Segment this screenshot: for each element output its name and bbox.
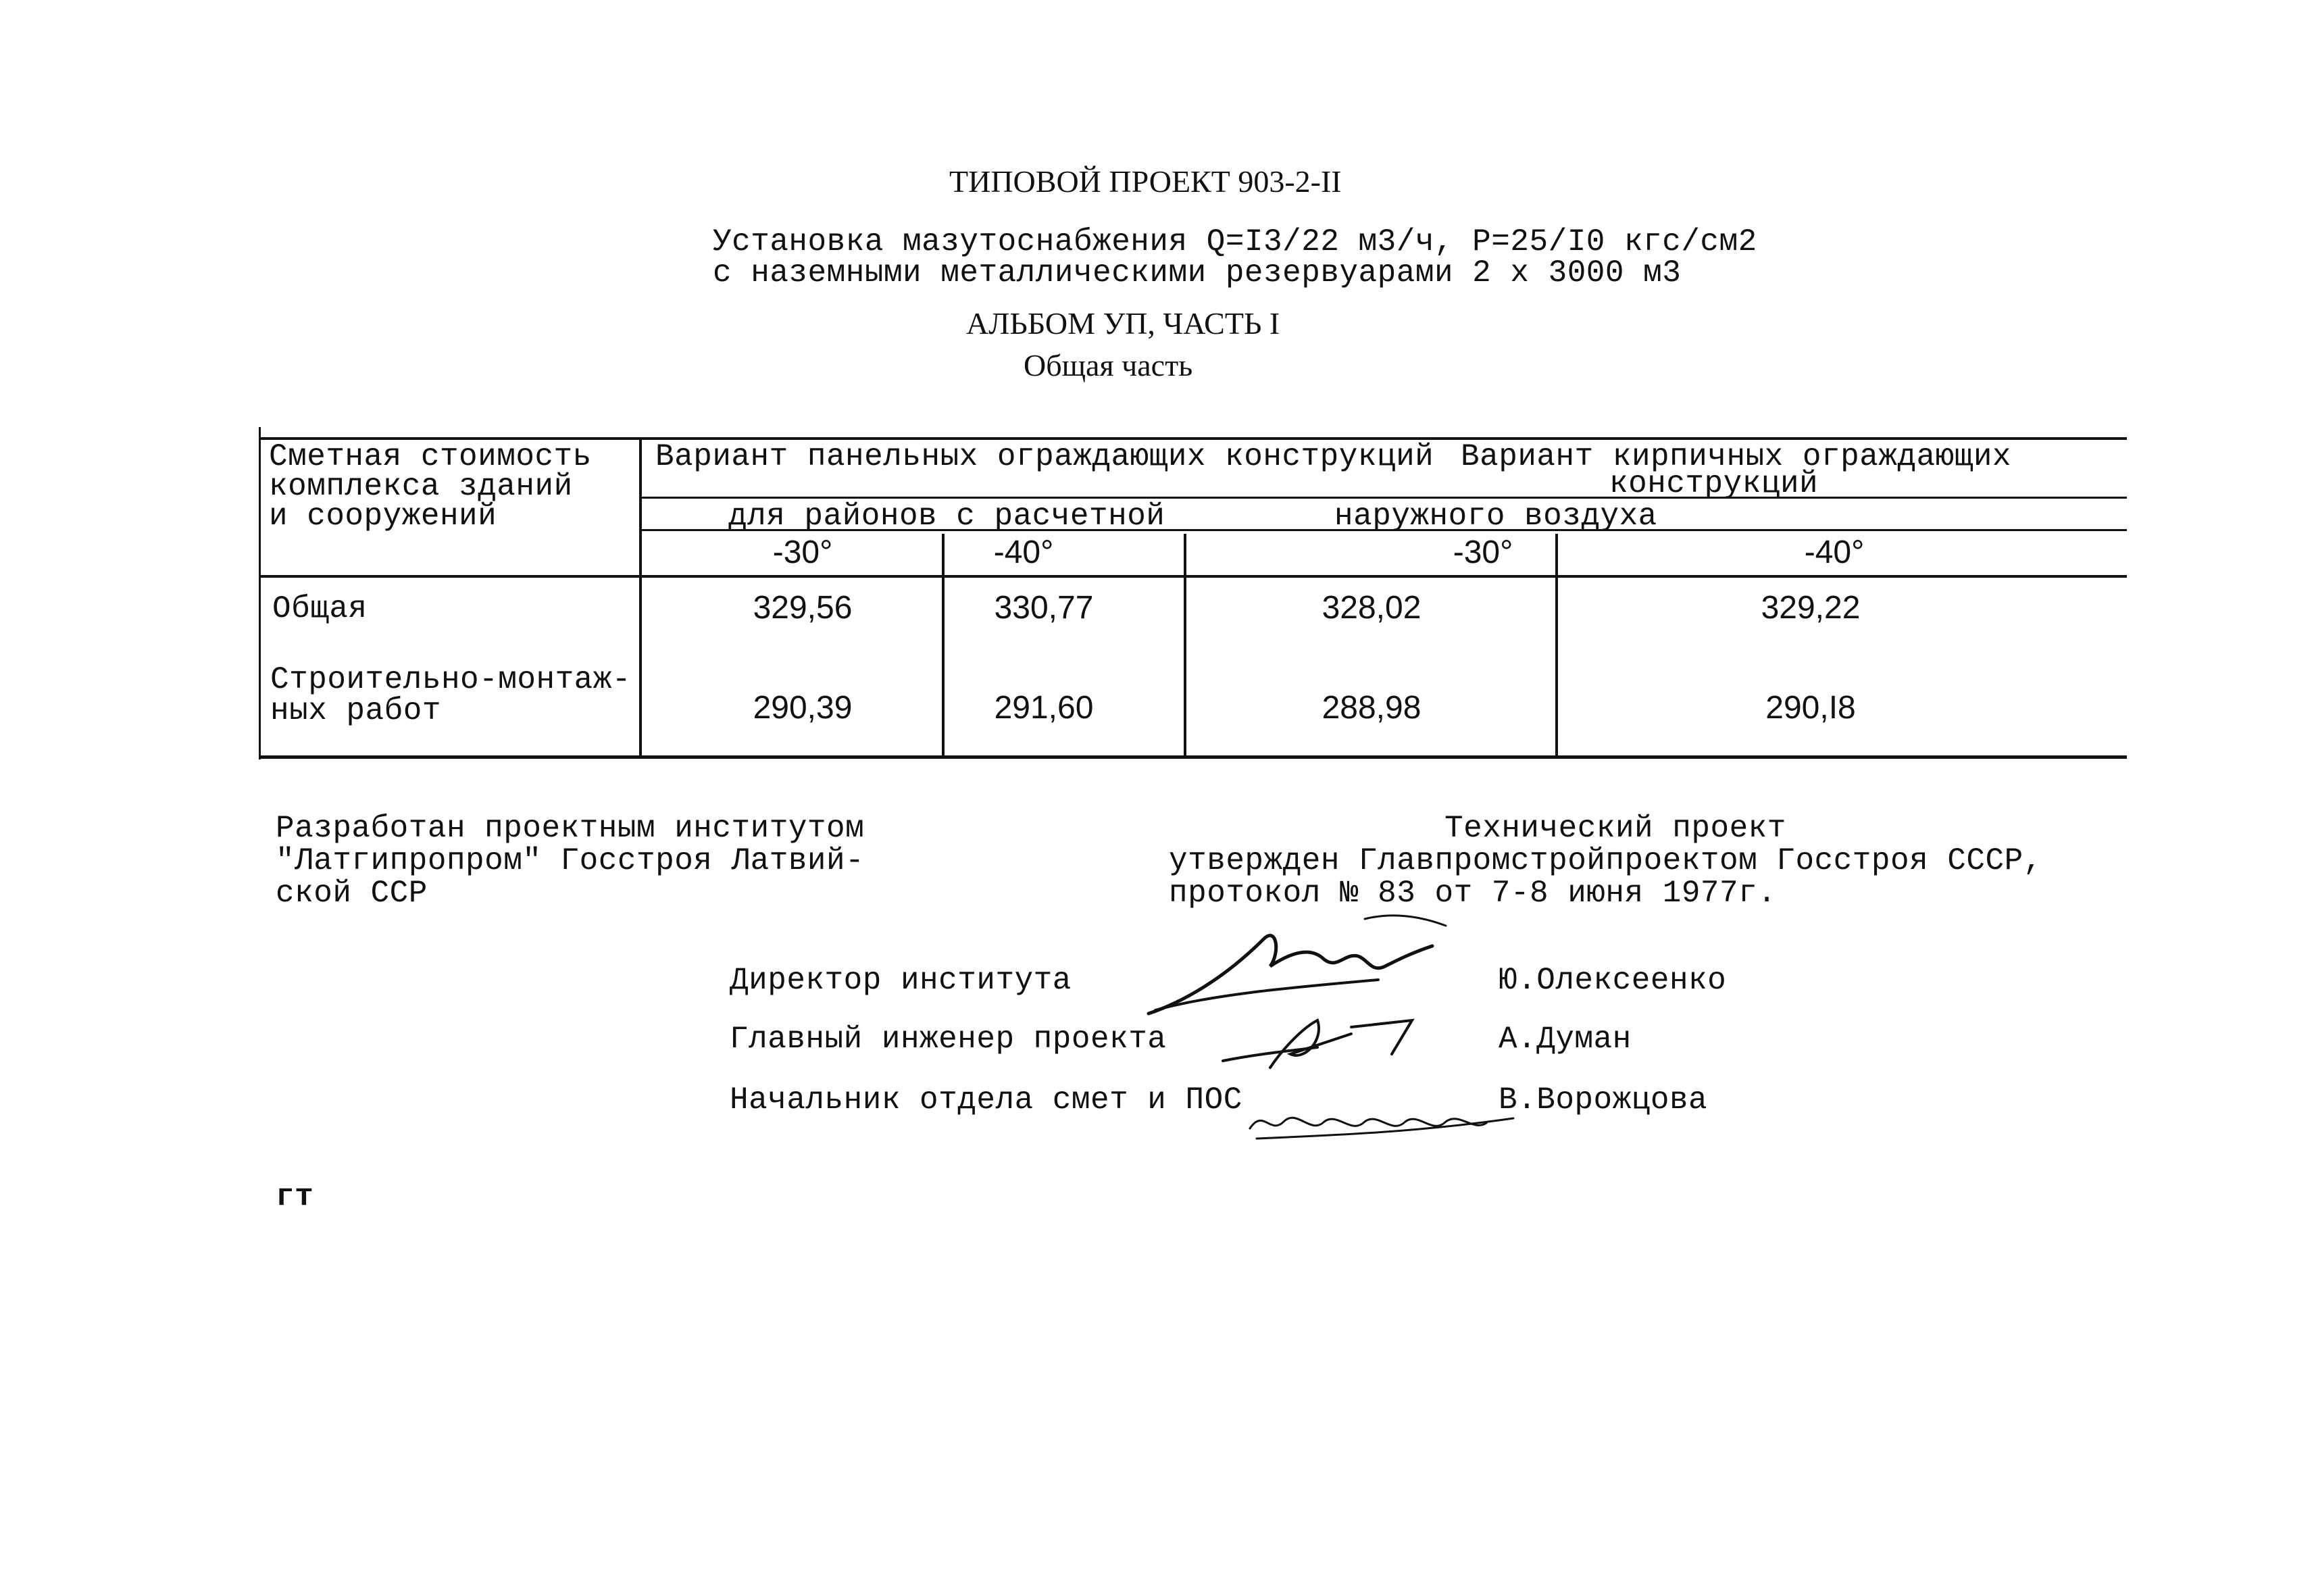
developer-line-2: "Латгипропром" Госстроя Латвий- (276, 843, 865, 878)
variant-panel-header: Вариант панельных ограждающих конструкций (655, 439, 1434, 474)
cell-r1-c4: 329,22 (1761, 590, 1861, 626)
table-divider-1 (942, 534, 945, 759)
approval-line-3: протокол № 83 от 7-8 июня 1977г. (1169, 876, 1777, 911)
name-director: Ю.Олексеенко (1499, 963, 1727, 998)
row-label-construction-1: Строительно-монтаж- (270, 662, 631, 697)
temp-header-2: -40° (993, 534, 1054, 570)
cell-r2-c2: 291,60 (994, 690, 1094, 726)
album-title: АЛЬБОМ УП, ЧАСТЬ I (966, 306, 1280, 341)
table-divider-label (639, 437, 642, 759)
table-left-border (259, 427, 261, 759)
row-label-general: Общая (272, 591, 368, 626)
table-bottom-border (259, 755, 2127, 759)
signature-chief-engineer (1216, 1007, 1432, 1081)
role-estimates-head: Начальник отдела смет и ПОС (730, 1082, 1242, 1118)
approval-line-2: утвержден Главпромстройпроектом Госстроя СССР, (1169, 843, 2042, 878)
developer-line-1: Разработан проектным институтом (276, 811, 865, 846)
row-label-construction-2: ных работ (270, 693, 441, 728)
cell-r2-c1: 290,39 (753, 690, 853, 726)
signature-estimates-head (1243, 1081, 1527, 1155)
approval-line-1: Технический проект (1444, 811, 1786, 846)
role-chief-engineer: Главный инженер проекта (730, 1022, 1167, 1057)
cell-r1-c1: 329,56 (753, 590, 853, 626)
subtitle-line-1: Установка мазутоснабжения Q=I3/22 м3/ч, P=25/I0 кгс/см2 (713, 224, 1757, 259)
developer-line-3: ской ССР (276, 876, 428, 911)
name-estimates-head: В.Ворожцова (1499, 1082, 1708, 1118)
row-header-line-1: Сметная стоимость (269, 439, 592, 474)
row-header-line-2: комплекса зданий (269, 469, 573, 504)
temp-header-3: -30° (1453, 534, 1513, 570)
role-director: Директор института (730, 963, 1072, 998)
section-title: Общая часть (1024, 348, 1193, 382)
region-header-2: наружного воздуха (1334, 499, 1657, 534)
document-mark: гт (276, 1179, 314, 1214)
cell-r2-c4: 290,I8 (1765, 690, 1856, 726)
table-divider-2 (1184, 534, 1186, 759)
temp-header-4: -40° (1804, 534, 1865, 570)
variant-brick-header-2: конструкций (1609, 466, 1819, 501)
row-header-line-3: и сооружений (269, 499, 497, 534)
temp-header-1: -30° (772, 534, 833, 570)
subtitle-line-2: с наземными металлическими резервуарами 2 х 3000 м3 (713, 255, 1682, 291)
cell-r2-c3: 288,98 (1322, 690, 1422, 726)
variant-brick-header-1: Вариант кирпичных ограждающих (1461, 439, 2012, 474)
table-header-bottom (259, 575, 2127, 578)
cell-r1-c3: 328,02 (1322, 590, 1422, 626)
name-chief-engineer: А.Думан (1499, 1022, 1632, 1057)
region-header-1: для районов с расчетной (728, 499, 1165, 534)
cell-r1-c2: 330,77 (994, 590, 1094, 626)
project-title: ТИПОВОЙ ПРОЕКТ 903-2-II (949, 164, 1342, 199)
table-divider-3 (1555, 534, 1558, 759)
